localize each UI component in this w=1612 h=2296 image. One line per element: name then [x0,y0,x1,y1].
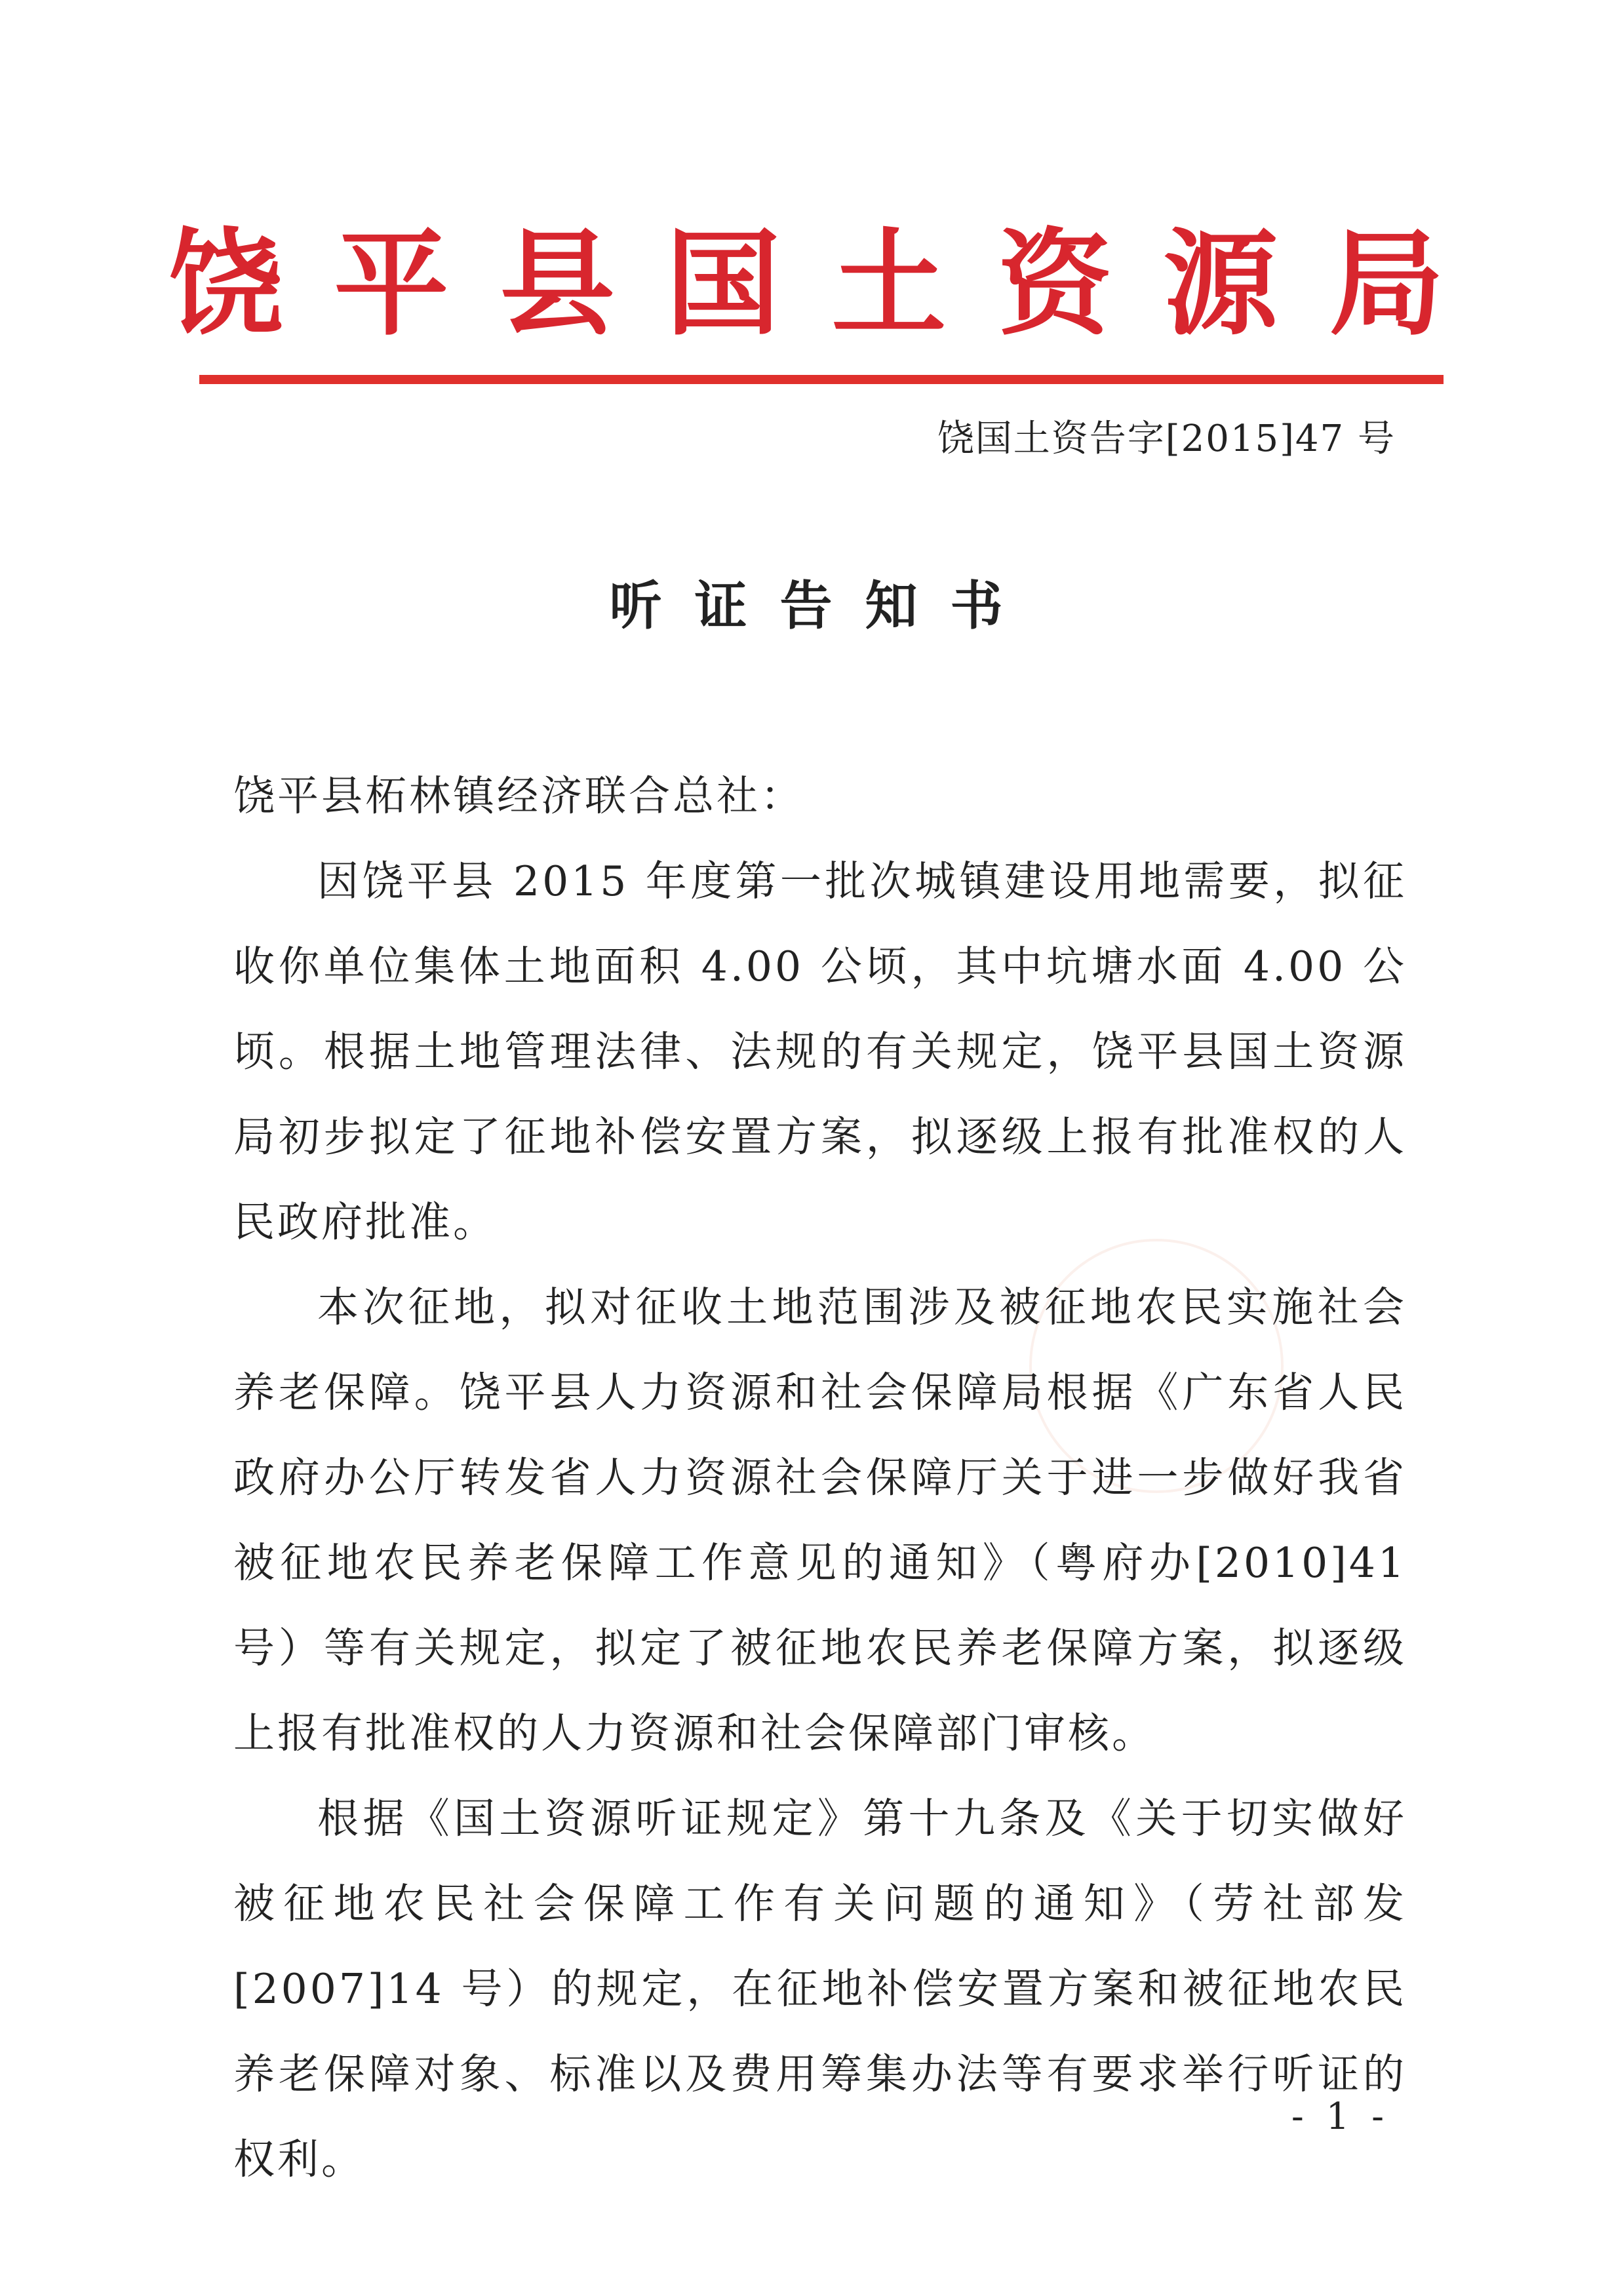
page-number: - 1 - [1291,2095,1389,2138]
paragraph-3: 根据《国土资源听证规定》第十九条及《关于切实做好被征地农民社会保障工作有关问题的通知》（劳社部发[2007]14 号）的规定，在征地补偿安置方案和被征地农民养老保障对象、标准以及费用筹集办法等有要求举行听证的权利。 [233,1795,1407,2183]
masthead-title: 饶平县国土资源局 [168,218,1495,351]
document-body [233,754,1407,2202]
red-divider-line [199,375,1444,384]
paragraph-1: 因饶平县 2015 年度第一批次城镇建设用地需要，拟征收你单位集体土地面积 4.00 公顷，其中坑塘水面 4.00 公顷。根据土地管理法律、法规的有关规定，饶平县国土资源局初步拟定了征地补偿安置方案，拟逐级上报有批准权的人民政府批准。 [233,857,1407,1246]
document-title: 听证告知书 [609,575,1036,636]
document-number: 饶国土资告字[2015]47 号 [937,418,1396,460]
paragraph-2: 本次征地，拟对征收土地范围涉及被征地农民实施社会养老保障。饶平县人力资源和社会保障局根据《广东省人民政府办公厅转发省人力资源社会保障厅关于进一步做好我省被征地农民养老保障工作意见的通知》（粤府办[2010]41 号）等有关规定，拟定了被征地农民养老保障方案，拟逐级上报有批准权的人力资源和社会保障部门审核。 [233,1283,1407,1757]
salutation: 饶平县柘林镇经济联合总社： [233,772,804,820]
